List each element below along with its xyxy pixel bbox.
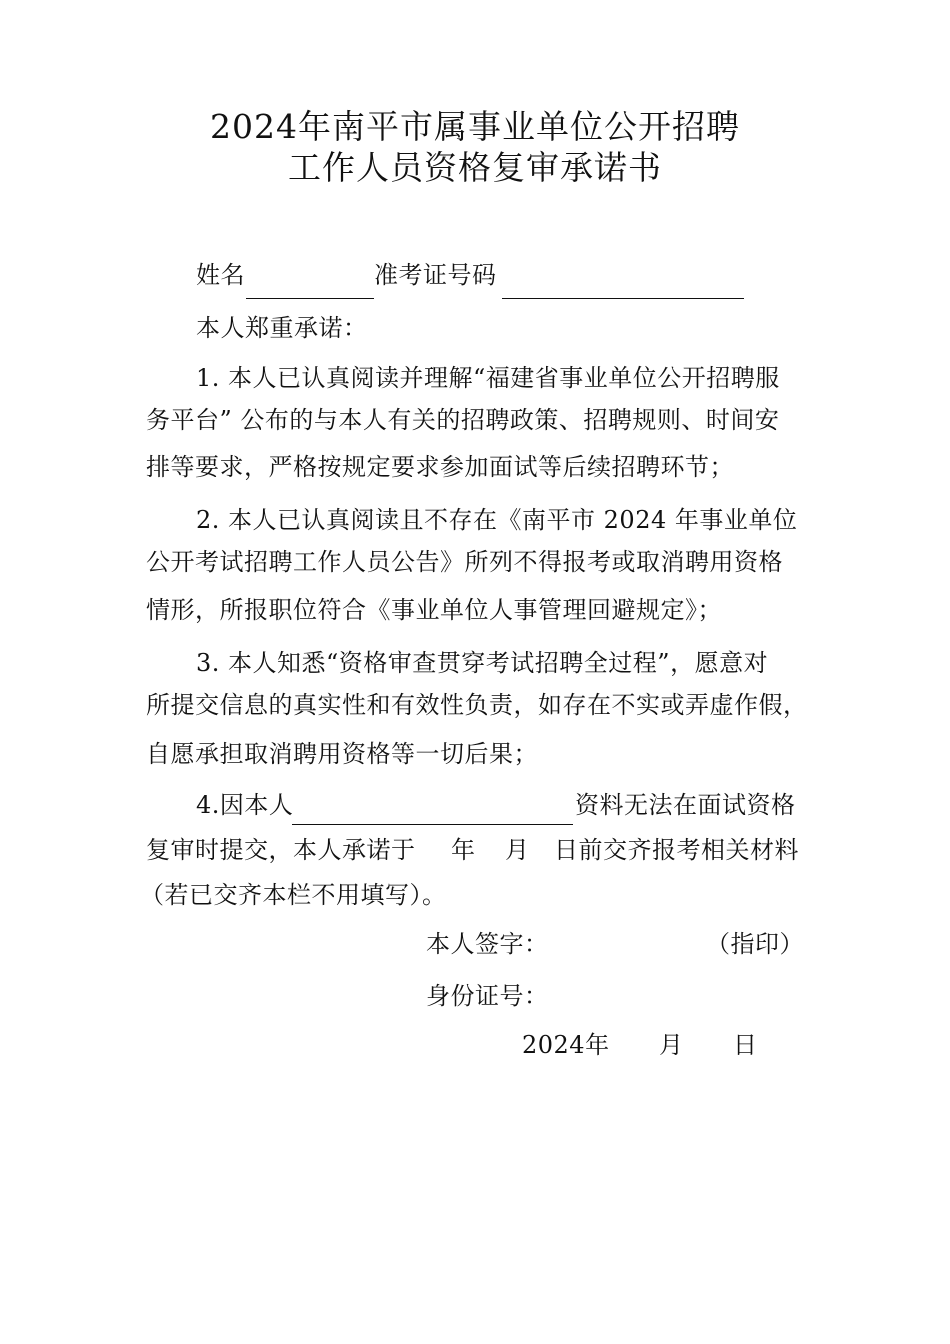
id-number-label: 身份证号： <box>426 982 549 1010</box>
date-day: 日 <box>733 1031 758 1059</box>
item-4-prefix: 4.因本人 <box>196 791 294 819</box>
date-month: 月 <box>659 1031 684 1059</box>
name-field-blank[interactable] <box>246 298 374 299</box>
item-2-line-1: 2. 本人已认真阅读且不存在《南平市 2024 年事业单位 <box>196 506 798 534</box>
item-1-line-1: 1. 本人已认真阅读并理解“福建省事业单位公开招聘服 <box>196 364 780 392</box>
item-3-line-2: 所提交信息的真实性和有效性负责，如存在不实或弄虚作假， <box>146 691 808 719</box>
exam-number-field-blank[interactable] <box>502 298 744 299</box>
item-4-line-2: 复审时提交，本人承诺于 <box>146 836 416 864</box>
missing-material-field-blank[interactable] <box>292 824 573 825</box>
item-4-year: 年 <box>451 836 476 864</box>
name-label: 姓名 <box>196 261 245 289</box>
item-1-line-3: 排等要求，严格按规定要求参加面试等后续招聘环节； <box>146 453 734 481</box>
intro-statement: 本人郑重承诺： <box>196 314 368 342</box>
item-4-month: 月 <box>505 836 530 864</box>
item-3-line-3: 自愿承担取消聘用资格等一切后果； <box>146 740 538 768</box>
document-title-line-2: 工作人员资格复审承诺书 <box>288 148 662 187</box>
date-year: 2024年 <box>522 1031 610 1059</box>
fingerprint-label: （指印） <box>706 930 804 958</box>
item-4-day-rest: 日前交齐报考相关材料 <box>554 836 799 864</box>
item-4-line-3: （若已交齐本栏不用填写）。 <box>140 881 447 909</box>
signature-label: 本人签字： <box>426 930 549 958</box>
exam-number-label: 准考证号码 <box>374 261 497 289</box>
item-1-line-2: 务平台” 公布的与本人有关的招聘政策、招聘规则、时间安 <box>146 406 780 434</box>
item-2-line-2: 公开考试招聘工作人员公告》所列不得报考或取消聘用资格 <box>146 548 783 576</box>
item-2-line-3: 情形，所报职位符合《事业单位人事管理回避规定》； <box>146 596 722 624</box>
item-4-suffix: 资料无法在面试资格 <box>575 791 796 819</box>
item-3-line-1: 3. 本人知悉“资格审查贯穿考试招聘全过程”，愿意对 <box>196 649 769 677</box>
document-title-line-1: 2024年南平市属事业单位公开招聘 <box>210 107 740 146</box>
